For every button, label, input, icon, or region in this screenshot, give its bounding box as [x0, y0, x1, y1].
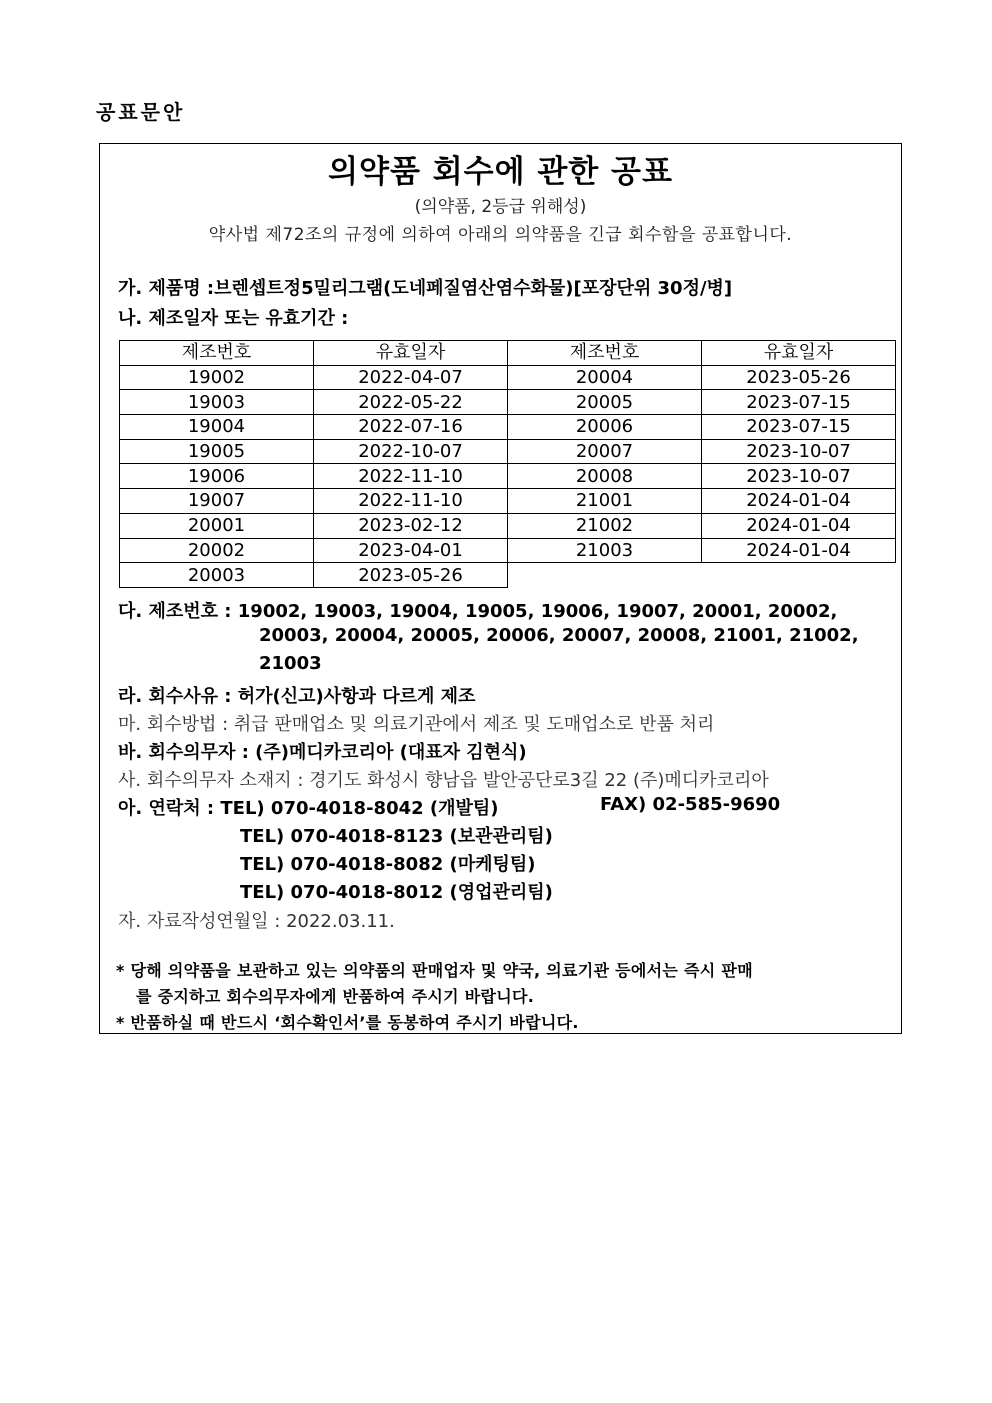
lot-numbers-line-2: 20003, 20004, 20005, 20006, 20007, 20008, 21001, 21002, [259, 625, 859, 646]
contact-tel-sales: TEL) 070-4018-8012 (영업관리팀) [240, 882, 553, 903]
table-header-row [120, 341, 896, 366]
recall-method-label: 마. 회수방법 : [118, 714, 234, 735]
table-cell: 19004 [120, 415, 314, 440]
recall-method-value: 취급 판매업소 및 의료기관에서 제조 및 도매업소로 반품 처리 [233, 714, 715, 735]
table-row [120, 489, 896, 514]
recall-method-line [118, 710, 714, 736]
table-cell: 20002 [120, 538, 314, 563]
risk-grade-subtitle: (의약품, 2등급 위해성) [414, 197, 587, 217]
table-row [120, 439, 896, 464]
document-label: 공표문안 [96, 100, 186, 124]
table-cell: 2023-02-12 [314, 513, 508, 538]
table-cell: 20007 [508, 439, 702, 464]
table-cell: 20004 [508, 365, 702, 390]
lot-numbers-line-3: 21003 [259, 653, 322, 674]
table-cell: 2022-05-22 [314, 390, 508, 415]
manufacture-expiry-header: 나. 제조일자 또는 유효기간 : [118, 308, 349, 329]
recall-obligor-value: (주)메디카코리아 (대표자 김현식) [255, 742, 527, 763]
table-cell: 2022-10-07 [314, 439, 508, 464]
recall-reason-line [118, 682, 475, 708]
table-cell: 20001 [120, 513, 314, 538]
table-cell: 20003 [120, 563, 314, 588]
table-row [120, 538, 896, 563]
column-header: 제조번호 [508, 341, 702, 366]
table-row [120, 415, 896, 440]
return-notice-1-line-2: 를 중지하고 회수의무자에게 반품하여 주시기 바랍니다. [136, 987, 535, 1006]
table-row [120, 464, 896, 489]
table-cell: 19002 [120, 365, 314, 390]
product-name-label: 가. 제품명 : [118, 278, 215, 299]
table-cell: 2023-07-15 [702, 390, 896, 415]
table-cell: 2022-11-10 [314, 464, 508, 489]
table-cell: 2023-10-07 [702, 464, 896, 489]
table-cell: 2024-01-04 [702, 489, 896, 514]
table-cell: 19005 [120, 439, 314, 464]
table-cell: 19003 [120, 390, 314, 415]
return-notice-1 [116, 958, 891, 1010]
table-cell: 20008 [508, 464, 702, 489]
table-cell: 2022-11-10 [314, 489, 508, 514]
product-name-value: 브렌셉트정5밀리그램(도네페질염산염수화물)[포장단위 30정/병] [214, 278, 733, 299]
obligor-address-label: 사. 회수의무자 소재지 : [118, 770, 310, 791]
obligor-address-line [118, 766, 769, 792]
table-cell: 2022-07-16 [314, 415, 508, 440]
table-cell: 2023-10-07 [702, 439, 896, 464]
column-header: 유효일자 [702, 341, 896, 366]
table-cell: 2024-01-04 [702, 513, 896, 538]
return-notice-2: * 반품하실 때 반드시 ‘회수확인서’를 동봉하여 주시기 바랍니다. [116, 1013, 579, 1032]
return-notice-1-line-1: * 당해 의약품을 보관하고 있는 의약품의 판매업자 및 약국, 의료기관 등에서는 즉시 판매 [116, 961, 753, 980]
table-cell: 21003 [508, 538, 702, 563]
recall-obligor-line [118, 738, 527, 764]
table-cell: 2024-01-04 [702, 538, 896, 563]
table-cell: 21001 [508, 489, 702, 514]
table-row [120, 365, 896, 390]
recall-reason-value: 허가(신고)사항과 다르게 제조 [237, 686, 476, 707]
intro-statement: 약사법 제72조의 규정에 의하여 아래의 의약품을 긴급 회수함을 공표합니다. [208, 225, 793, 245]
table-row [120, 513, 896, 538]
contact-fax: FAX) 02-585-9690 [600, 794, 781, 815]
table-cell: 2023-04-01 [314, 538, 508, 563]
obligor-address-value: 경기도 화성시 향남읍 발안공단로3길 22 (주)메디카코리아 [309, 770, 769, 791]
document-date-label: 자. 자료작성연월일 : [118, 911, 287, 932]
announcement-title: 의약품 회수에 관한 공표 [328, 154, 673, 190]
announcement-box [99, 143, 902, 1034]
lot-numbers-line [118, 597, 837, 623]
table-cell: 2023-07-15 [702, 415, 896, 440]
contact-tel-marketing: TEL) 070-4018-8082 (마케팅팀) [240, 854, 536, 875]
empty-cell [702, 563, 896, 588]
table-cell: 20006 [508, 415, 702, 440]
contact-tel-storage: TEL) 070-4018-8123 (보관관리팀) [240, 826, 553, 847]
lot-expiry-table [119, 340, 896, 588]
table-row [120, 390, 896, 415]
table-row [120, 563, 896, 588]
recall-reason-label: 라. 회수사유 : [118, 686, 238, 707]
document-date-value: 2022.03.11. [286, 911, 395, 932]
table-cell: 2023-05-26 [314, 563, 508, 588]
document-date-line [118, 907, 395, 933]
contact-label: 아. 연락처 : [118, 798, 221, 819]
table-cell: 19007 [120, 489, 314, 514]
lot-numbers-line-1: 19002, 19003, 19004, 19005, 19006, 19007, 20001, 20002, [237, 601, 838, 622]
table-cell: 20005 [508, 390, 702, 415]
product-name-line [118, 274, 732, 300]
contact-line [118, 794, 499, 820]
recall-obligor-label: 바. 회수의무자 : [118, 742, 256, 763]
column-header: 유효일자 [314, 341, 508, 366]
table-cell: 2023-05-26 [702, 365, 896, 390]
table-cell: 2022-04-07 [314, 365, 508, 390]
column-header: 제조번호 [120, 341, 314, 366]
table-cell: 19006 [120, 464, 314, 489]
lot-numbers-label: 다. 제조번호 : [118, 601, 238, 622]
contact-tel-dev: TEL) 070-4018-8042 (개발팀) [220, 798, 499, 819]
table-cell: 21002 [508, 513, 702, 538]
empty-cell [508, 563, 702, 588]
